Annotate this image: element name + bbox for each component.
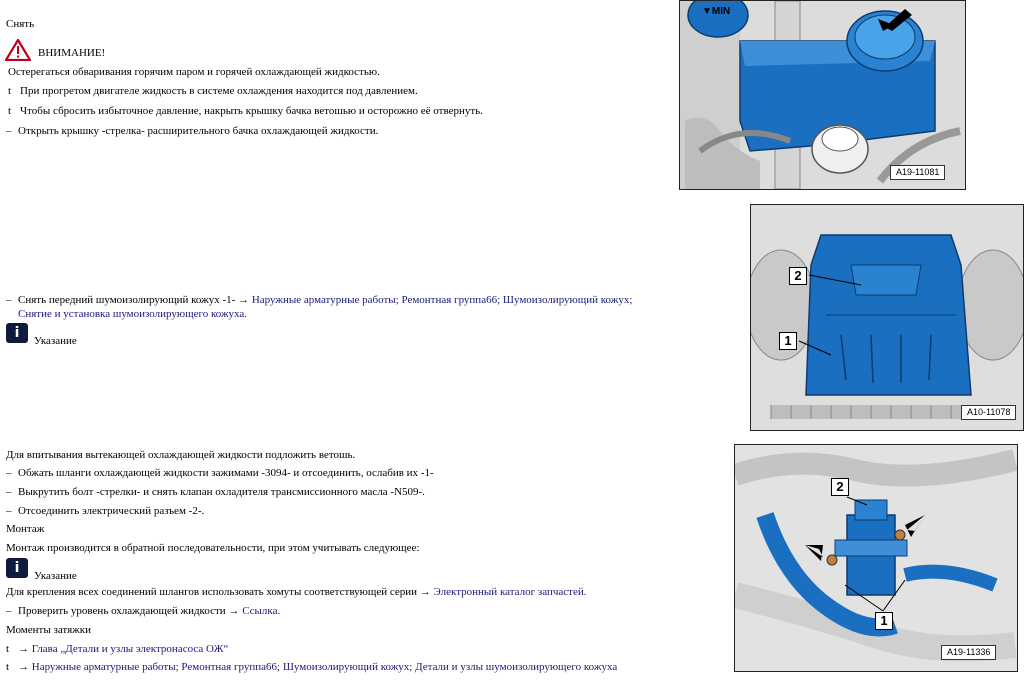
link-chapter-pump[interactable]: Глава „Детали и узлы электронасоса ОЖ“ bbox=[31, 643, 229, 655]
list-item: t → Глава „Детали и узлы электронасоса ОЖ“ bbox=[6, 643, 229, 655]
noise-shield-illustration bbox=[750, 204, 1024, 431]
list-item: t Чтобы сбросить избыточное давление, накрыть крышку бачка ветошью и осторожно её отвернуть. bbox=[8, 105, 483, 117]
note-label: Указание bbox=[34, 335, 77, 347]
callout-1: 1 bbox=[875, 612, 893, 630]
heading-remove: Снять bbox=[6, 18, 35, 30]
heading-install: Монтаж bbox=[6, 523, 45, 535]
figure-id: A19-11336 bbox=[941, 645, 996, 660]
link-noise-shield[interactable]: Наружные арматурные работы; Ремонтная группа66; Шумоизолирующий кожух; bbox=[251, 294, 633, 306]
link-reference[interactable]: Ссылка. bbox=[242, 605, 281, 617]
warning-text: Остерегаться обваривания горячим паром и горячей охлаждающей жидкостью. bbox=[8, 66, 380, 78]
note-label: Указание bbox=[34, 570, 77, 582]
list-item: – Открыть крышку -стрелка- расширительного бачка охлаждающей жидкости. bbox=[6, 125, 379, 137]
list-item: t При прогретом двигателе жидкость в системе охлаждения находится под давлением. bbox=[8, 85, 418, 97]
info-icon: i bbox=[6, 558, 28, 578]
list-item: – Выкрутить болт -стрелки- и снять клапан охладителя трансмиссионного масла -N509-. bbox=[6, 486, 425, 498]
warning-icon bbox=[5, 39, 31, 61]
instruction-text: Для впитывания вытекающей охлаждающей жидкости подложить ветошь. bbox=[6, 449, 356, 461]
info-icon: i bbox=[6, 323, 28, 343]
link-noise-shield-parts[interactable]: Наружные арматурные работы; Ремонтная группа66; Шумоизолирующий кожух; Детали и узлы шумоизолирующего кожуха bbox=[31, 661, 618, 673]
figure-id: A19-11081 bbox=[890, 165, 945, 180]
list-item: – Обжать шланги охлаждающей жидкости зажимами -3094- и отсоединить, ослабив их -1- bbox=[6, 467, 434, 479]
list-item: – Снять передний шумоизолирующий кожух -1- → Наружные арматурные работы; Ремонтная группа66; Шумоизолирующий кожух; bbox=[6, 294, 633, 306]
callout-2: 2 bbox=[789, 267, 807, 285]
warning-title: ВНИМАНИЕ! bbox=[38, 47, 106, 59]
clamp-text: Для крепления всех соединений шлангов использовать хомуты соответствующей серии → Электронный каталог запчастей. bbox=[6, 586, 587, 598]
list-item: t → Наружные арматурные работы; Ремонтная группа66; Шумоизолирующий кожух; Детали и узлы шумоизолирующего кожуха bbox=[6, 661, 618, 673]
install-text: Монтаж производится в обратной последовательности, при этом учитывать следующее: bbox=[6, 542, 420, 554]
link-parts-catalog[interactable]: Электронный каталог запчастей. bbox=[433, 586, 587, 598]
link-noise-shield-removal[interactable]: Снятие и установка шумоизолирующего кожуха. bbox=[18, 308, 248, 320]
callout-2: 2 bbox=[831, 478, 849, 496]
list-item: – Проверить уровень охлаждающей жидкости → Ссылка. bbox=[6, 605, 281, 617]
figure-id: A10-11078 bbox=[961, 405, 1016, 420]
callout-1: 1 bbox=[779, 332, 797, 350]
list-item: – Отсоединить электрический разъем -2-. bbox=[6, 505, 205, 517]
valve-hoses-illustration bbox=[734, 444, 1018, 672]
min-mark: ▼MIN bbox=[702, 6, 731, 17]
heading-torque: Моменты затяжки bbox=[6, 624, 91, 636]
coolant-reservoir-illustration bbox=[679, 0, 966, 190]
